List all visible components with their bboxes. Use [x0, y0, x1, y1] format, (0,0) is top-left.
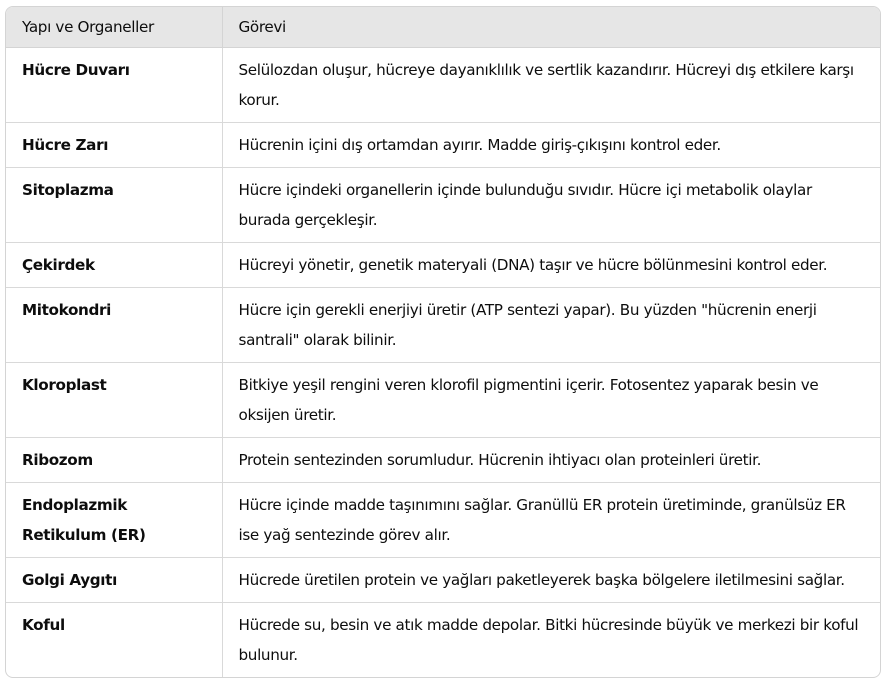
row-function: Hücre içindeki organellerin içinde bulunduğu sıvıdır. Hücre içi metabolik olaylar burada gerçekleşir.: [222, 168, 880, 243]
row-name: Çekirdek: [6, 243, 222, 288]
table-row: [6, 438, 880, 483]
table-row: [6, 48, 880, 123]
row-name: Golgi Aygıtı: [6, 558, 222, 603]
header-function: Görevi: [222, 7, 880, 48]
row-function: Hücrenin içini dış ortamdan ayırır. Madde giriş-çıkışını kontrol eder.: [222, 123, 880, 168]
table-row: [6, 363, 880, 438]
row-name: Koful: [6, 603, 222, 678]
table-row: [6, 123, 880, 168]
row-name: Hücre Zarı: [6, 123, 222, 168]
row-function: Protein sentezinden sorumludur. Hücrenin ihtiyacı olan proteinleri üretir.: [222, 438, 880, 483]
table-row: [6, 603, 880, 678]
table-row: [6, 483, 880, 558]
table-row: [6, 168, 880, 243]
organelle-table: [6, 7, 880, 677]
row-function: Bitkiye yeşil rengini veren klorofil pigmentini içerir. Fotosentez yaparak besin ve oksijen üretir.: [222, 363, 880, 438]
row-function: Hücrede üretilen protein ve yağları paketleyerek başka bölgelere iletilmesini sağlar.: [222, 558, 880, 603]
row-name: Endoplazmik Retikulum (ER): [6, 483, 222, 558]
row-function: Hücre için gerekli enerjiyi üretir (ATP sentezi yapar). Bu yüzden "hücrenin enerji santrali" olarak bilinir.: [222, 288, 880, 363]
table-row: [6, 243, 880, 288]
row-name: Ribozom: [6, 438, 222, 483]
table-header-row: [6, 7, 880, 48]
row-function: Selülozdan oluşur, hücreye dayanıklılık ve sertlik kazandırır. Hücreyi dış etkilere karşı korur.: [222, 48, 880, 123]
row-function: Hücre içinde madde taşınımını sağlar. Granüllü ER protein üretiminde, granülsüz ER ise yağ sentezinde görev alır.: [222, 483, 880, 558]
row-name: Hücre Duvarı: [22, 61, 130, 79]
row-name: Kloroplast: [6, 363, 222, 438]
row-function: Hücrede su, besin ve atık madde depolar. Bitki hücresinde büyük ve merkezi bir koful bulunur.: [222, 603, 880, 678]
header-structure: Yapı ve Organeller: [6, 7, 222, 48]
table-row: [6, 558, 880, 603]
row-function: Hücreyi yönetir, genetik materyali (DNA) taşır ve hücre bölünmesini kontrol eder.: [222, 243, 880, 288]
row-name: Mitokondri: [6, 288, 222, 363]
organelle-table-container: [5, 6, 881, 678]
table-row: [6, 288, 880, 363]
row-name: Sitoplazma: [6, 168, 222, 243]
